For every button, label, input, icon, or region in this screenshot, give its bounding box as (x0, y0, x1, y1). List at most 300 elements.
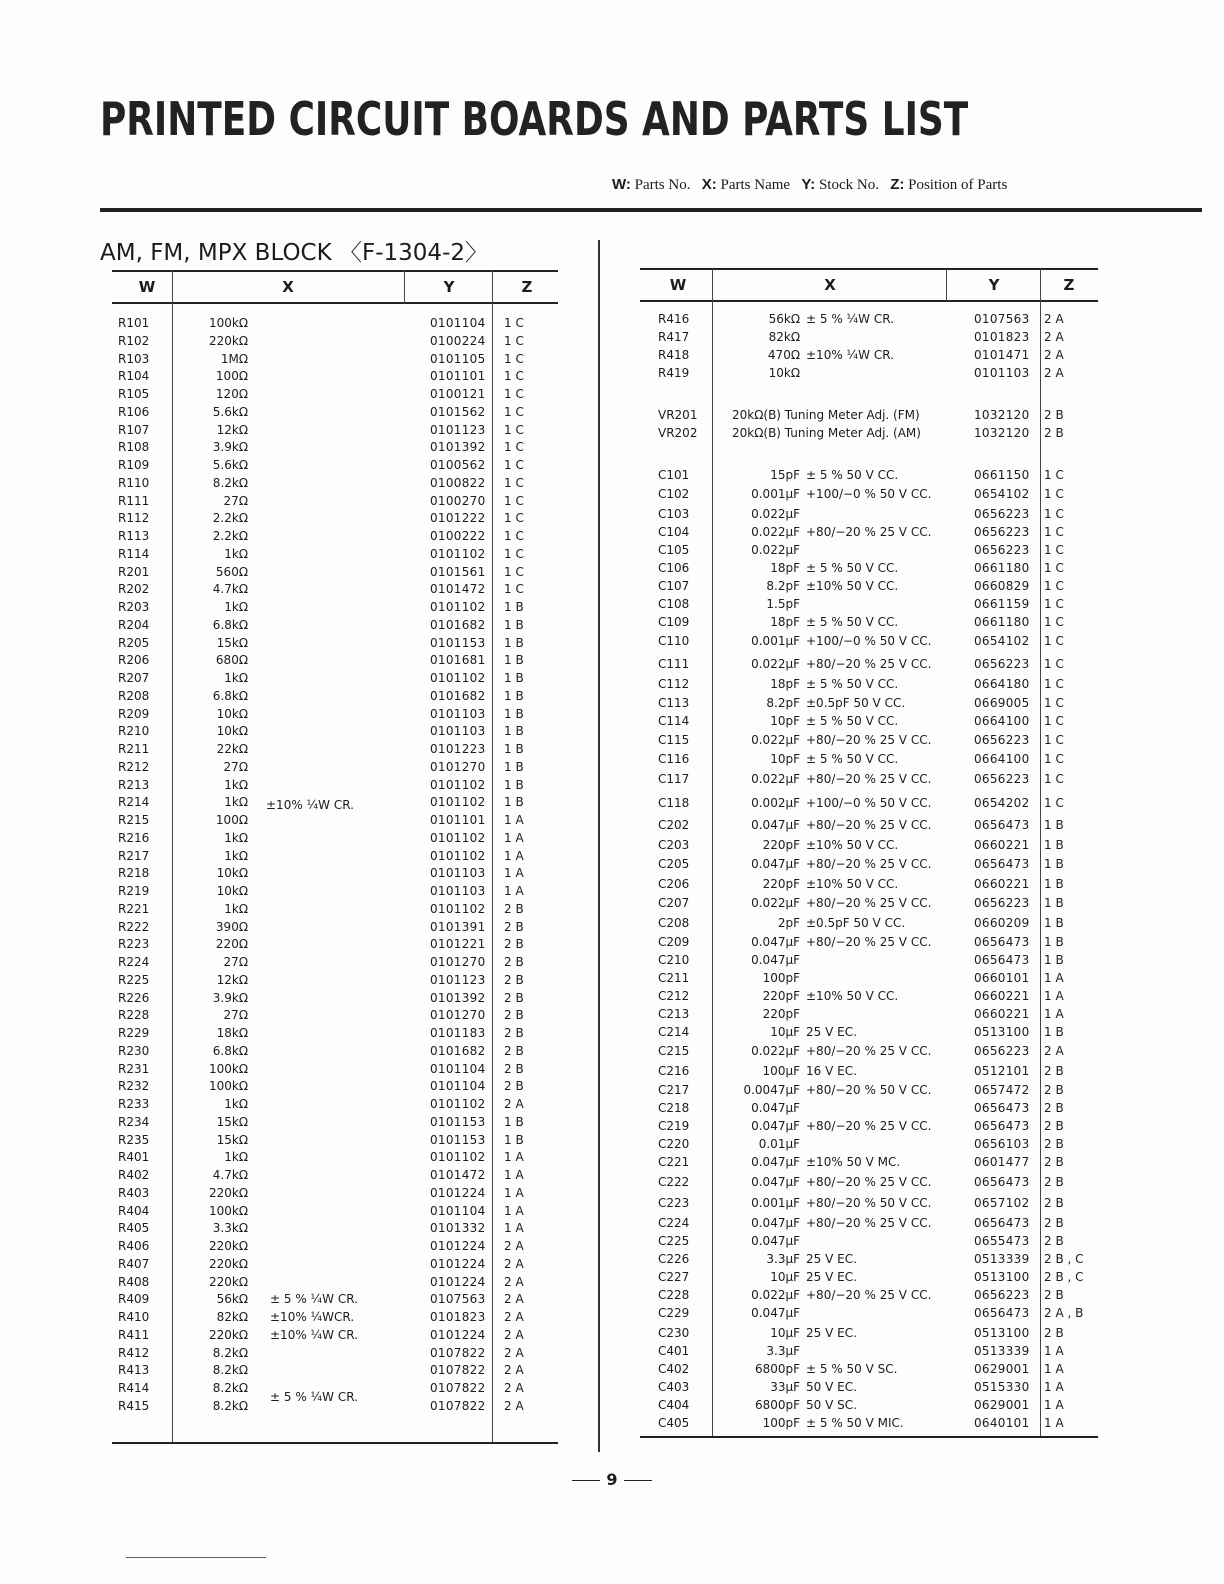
part-name: 0.022μF (751, 772, 800, 786)
stock-no: 0101104 (430, 316, 486, 330)
table-row (640, 312, 1098, 330)
table-row (112, 1275, 558, 1293)
part-name: 18pF (770, 615, 800, 629)
part-name: 0.001μF (751, 487, 800, 501)
part-spec: ± 5 % 50 V CC. (806, 752, 899, 766)
part-no: R209 (118, 706, 150, 721)
table-row (640, 1288, 1098, 1306)
part-name: 100kΩ (208, 1203, 248, 1218)
part-no: R222 (118, 919, 150, 934)
part-spec: +80/−20 % 25 V CC. (806, 896, 932, 910)
table-row (112, 1328, 558, 1346)
stock-no: 0661150 (974, 468, 1030, 482)
position: 1 B (1044, 857, 1064, 871)
position: 1 C (1044, 525, 1064, 539)
table-row (112, 1221, 558, 1239)
position: 1 C (504, 546, 524, 561)
part-no: R211 (118, 742, 150, 756)
part-no: R406 (118, 1239, 150, 1253)
stock-no: 0101823 (974, 330, 1030, 344)
part-name: 0.022μF (751, 543, 800, 557)
part-no: C211 (658, 971, 690, 985)
table-row (112, 1115, 558, 1133)
position: 1 B (504, 617, 524, 632)
stock-no: 0660221 (974, 838, 1030, 852)
stock-no: 0107822 (430, 1398, 486, 1413)
position: 1 C (1044, 733, 1064, 747)
stock-no: 0101332 (430, 1221, 486, 1236)
part-no: C208 (658, 916, 690, 930)
table-row (112, 831, 558, 849)
right-parts-table (640, 268, 1098, 1440)
position: 1 C (1044, 634, 1064, 648)
table-row (112, 653, 558, 671)
table-row (640, 579, 1098, 597)
part-name: 10μF (770, 1326, 800, 1340)
part-name: 3.9kΩ (212, 990, 248, 1005)
position: 1 A (1044, 1416, 1064, 1430)
part-name: 27Ω (223, 759, 248, 774)
table-row (640, 1234, 1098, 1252)
part-no: R214 (118, 795, 150, 810)
position: 2 B (504, 919, 524, 934)
position: 2 A , B (1044, 1306, 1084, 1320)
part-no: R231 (118, 1061, 150, 1076)
part-no: R102 (118, 333, 150, 348)
table-row (640, 1306, 1098, 1324)
stock-no: 0101103 (974, 366, 1030, 380)
part-name: 1kΩ (224, 848, 248, 863)
top-rule (100, 208, 1202, 212)
position: 1 B (504, 600, 524, 614)
stock-no: 0660221 (974, 989, 1030, 1003)
table-row (640, 657, 1098, 675)
part-no: R229 (118, 1026, 150, 1040)
table-row (640, 1044, 1098, 1062)
part-no: R405 (118, 1221, 150, 1236)
part-no: R206 (118, 653, 150, 668)
part-spec: +80/−20 % 25 V CC. (806, 525, 932, 539)
stock-no: 0101103 (430, 706, 486, 721)
table-row (640, 1083, 1098, 1101)
table-row (112, 778, 558, 796)
part-spec: +80/−20 % 25 V CC. (806, 1175, 932, 1189)
left-parts-table (112, 270, 558, 1446)
part-spec: ±10% 50 V CC. (806, 989, 899, 1003)
legend-w-text: Parts No. (634, 177, 691, 193)
part-name: 0.047μF (751, 953, 800, 967)
part-spec: ± 5 % ¼W CR. (270, 1292, 358, 1307)
stock-no: 0100222 (430, 529, 486, 543)
stock-no: 0101562 (430, 404, 486, 419)
position: 2 A (504, 1274, 524, 1289)
part-spec: ±10% ¼W CR. (270, 1327, 358, 1342)
part-spec: ± 5 % 50 V CC. (806, 677, 899, 691)
position: 1 A (1044, 971, 1064, 985)
position: 2 B (504, 901, 524, 916)
table-row (640, 507, 1098, 525)
table-row (112, 1150, 558, 1168)
stock-no: 0657102 (974, 1196, 1030, 1210)
page-number (560, 1470, 664, 1489)
part-spec: ± 5 % 50 V CC. (806, 615, 899, 629)
part-no: R413 (118, 1363, 150, 1378)
part-spec: ± 5 % 50 V CC. (806, 468, 899, 482)
part-no: C214 (658, 1025, 690, 1039)
stock-no: 0101102 (430, 777, 486, 792)
part-no: R230 (118, 1043, 150, 1058)
position: 2 B (504, 1026, 524, 1040)
stock-no: 0101270 (430, 759, 486, 774)
part-spec: ± 5 % 50 V MIC. (806, 1416, 904, 1430)
table-row (112, 1079, 558, 1097)
table-row (640, 796, 1098, 814)
part-name: 3.3μF (766, 1344, 800, 1358)
table-row (640, 1362, 1098, 1380)
part-spec: +80/−20 % 25 V CC. (806, 1216, 932, 1230)
table-row (112, 600, 558, 618)
stock-no: 0101224 (430, 1185, 486, 1200)
part-name: 100pF (762, 1416, 800, 1430)
table-row (640, 408, 1098, 426)
part-name: 8.2kΩ (212, 475, 248, 490)
legend-w-key: W: (612, 176, 631, 193)
part-name: 100kΩ (208, 1079, 248, 1094)
part-no: C226 (658, 1252, 690, 1266)
part-no: C215 (658, 1044, 690, 1058)
right-table-header (640, 268, 1098, 302)
legend-x-text: Parts Name (720, 177, 791, 193)
stock-no: 0101391 (430, 919, 486, 934)
part-no: R104 (118, 369, 150, 384)
header-y-right: Y (988, 276, 1000, 294)
table-row (640, 989, 1098, 1007)
stock-no: 0101682 (430, 617, 486, 632)
table-row (640, 971, 1098, 989)
table-row (640, 1344, 1098, 1362)
table-row (112, 866, 558, 884)
position: 1 B (504, 671, 524, 685)
part-name: 0.022μF (751, 1044, 800, 1058)
stock-no: 0513339 (974, 1252, 1030, 1266)
position: 1 B (504, 635, 524, 650)
part-no: R409 (118, 1292, 150, 1307)
part-no: C104 (658, 525, 690, 539)
position: 2 B (1044, 1137, 1064, 1151)
table-row (640, 1119, 1098, 1137)
table-row (640, 714, 1098, 732)
stock-no: 0656223 (974, 507, 1030, 521)
part-spec: ± 5 % 50 V SC. (806, 1362, 898, 1376)
stock-no: 0101224 (430, 1239, 486, 1253)
part-name: 220kΩ (208, 1256, 248, 1271)
table-row (640, 1137, 1098, 1155)
table-row (640, 1196, 1098, 1214)
table-row (640, 733, 1098, 751)
position: 1 C (504, 440, 524, 455)
part-name: 1kΩ (224, 546, 248, 561)
part-no: C106 (658, 561, 690, 575)
part-no: C210 (658, 953, 690, 967)
position: 1 B (1044, 877, 1064, 891)
part-no: C110 (658, 634, 690, 648)
stock-no: 0101224 (430, 1327, 486, 1342)
part-no: R213 (118, 777, 150, 792)
position: 1 A (504, 1168, 524, 1182)
part-no: C115 (658, 733, 690, 747)
position: 1 C (1044, 597, 1064, 611)
stock-no: 0101102 (430, 1097, 486, 1111)
position: 1 B (504, 653, 524, 668)
part-no: R223 (118, 937, 150, 952)
table-row (112, 689, 558, 707)
part-no: R417 (658, 330, 690, 344)
position: 1 A (504, 1150, 524, 1165)
position: 1 B (504, 688, 524, 703)
position: 1 C (504, 511, 524, 526)
stock-no: 1032120 (974, 426, 1030, 440)
part-spec: ± 5 % 50 V CC. (806, 561, 899, 575)
table-row (112, 1257, 558, 1275)
part-name: 3.9kΩ (212, 440, 248, 455)
part-name: 100Ω (215, 369, 248, 384)
stock-no: 0107563 (430, 1292, 486, 1307)
stock-no: 0100270 (430, 493, 486, 508)
table-row (112, 1026, 558, 1044)
part-no: R224 (118, 955, 150, 969)
stock-no: 0660221 (974, 1007, 1030, 1021)
part-spec: ±10% 50 V CC. (806, 838, 899, 852)
stock-no: 0101102 (430, 600, 486, 614)
position: 1 C (1044, 507, 1064, 521)
part-name: 15kΩ (216, 1114, 248, 1129)
part-name: 220pF (762, 877, 800, 891)
part-name: 1MΩ (220, 351, 248, 366)
table-row (640, 1064, 1098, 1082)
table-row (112, 405, 558, 423)
position: 1 B (1044, 838, 1064, 852)
stock-no: 0656103 (974, 1137, 1030, 1151)
stock-no: 0101105 (430, 351, 486, 366)
header-y: Y (443, 278, 455, 296)
position: 2 A (504, 1345, 524, 1360)
position: 1 C (1044, 615, 1064, 629)
position: 1 A (504, 866, 524, 881)
table-row (112, 1168, 558, 1186)
part-no: R212 (118, 759, 150, 774)
position: 2 A (1044, 348, 1064, 362)
position: 2 B (504, 955, 524, 969)
table-row (640, 752, 1098, 770)
table-row (640, 561, 1098, 579)
part-name: 56kΩ (216, 1292, 248, 1307)
part-name: 8.2kΩ (212, 1381, 248, 1395)
part-no: C209 (658, 935, 690, 949)
stock-no: 0656473 (974, 935, 1030, 949)
part-no: C223 (658, 1196, 690, 1210)
part-no: C212 (658, 989, 690, 1003)
stock-no: 0100224 (430, 333, 486, 348)
stock-no: 0669005 (974, 696, 1030, 710)
position: 2 B (1044, 1155, 1064, 1169)
stock-no: 1032120 (974, 408, 1030, 422)
legend (612, 176, 1102, 194)
part-no: R106 (118, 404, 150, 419)
position: 1 C (1044, 579, 1064, 593)
position: 2 A (1044, 330, 1064, 344)
position: 2 B (504, 1008, 524, 1023)
stock-no: 0101823 (430, 1310, 486, 1324)
part-spec: 25 V EC. (806, 1326, 857, 1340)
part-name: 1kΩ (224, 671, 248, 685)
part-no: C213 (658, 1007, 690, 1021)
part-no: C105 (658, 543, 690, 557)
position: 2 B (504, 937, 524, 952)
position: 1 A (504, 813, 524, 827)
part-name: 10kΩ (768, 366, 800, 380)
stock-no: 0656473 (974, 1216, 1030, 1230)
part-name: 100kΩ (208, 316, 248, 330)
part-name: 10kΩ (216, 884, 248, 898)
left-col-line-2 (404, 270, 405, 304)
table-row (640, 487, 1098, 505)
part-name: 680Ω (215, 653, 248, 668)
stock-no: 0101101 (430, 369, 486, 384)
position: 2 B (1044, 1064, 1064, 1078)
stock-no: 0101104 (430, 1079, 486, 1094)
part-spec: +80/−20 % 25 V CC. (806, 1288, 932, 1302)
part-no: R415 (118, 1398, 150, 1413)
table-row (112, 1008, 558, 1026)
stock-no: 0100822 (430, 475, 486, 490)
part-name: 0.047μF (751, 1101, 800, 1115)
position: 1 C (504, 529, 524, 543)
part-no: R105 (118, 387, 150, 401)
table-row (640, 896, 1098, 914)
part-name: 220kΩ (208, 1185, 248, 1200)
position: 1 C (1044, 677, 1064, 691)
part-name: 0.022μF (751, 507, 800, 521)
part-name: 3.3μF (766, 1252, 800, 1266)
part-no: C218 (658, 1101, 690, 1115)
stock-no: 0101222 (430, 511, 486, 526)
part-no: R403 (118, 1185, 150, 1200)
part-spec: +80/−20 % 25 V CC. (806, 1119, 932, 1133)
page-title: PRINTED CIRCUIT BOARDS AND PARTS LIST (100, 92, 969, 146)
table-row (112, 849, 558, 867)
stock-no: 0656223 (974, 525, 1030, 539)
position: 1 B (1044, 916, 1064, 930)
table-row (112, 1044, 558, 1062)
stock-no: 0654102 (974, 487, 1030, 501)
stock-no: 0107822 (430, 1345, 486, 1360)
position: 1 A (504, 1185, 524, 1200)
part-no: C114 (658, 714, 690, 728)
part-no: R235 (118, 1132, 150, 1147)
position: 1 B (504, 795, 524, 810)
table-row (112, 724, 558, 742)
part-no: R207 (118, 671, 150, 685)
part-spec: +80/−20 % 25 V CC. (806, 1044, 932, 1058)
stock-no: 0101103 (430, 884, 486, 898)
part-no: R204 (118, 617, 150, 632)
stock-no: 0656223 (974, 896, 1030, 910)
table-row (640, 348, 1098, 366)
stock-no: 0513339 (974, 1344, 1030, 1358)
stock-no: 0107822 (430, 1363, 486, 1378)
part-name: 220kΩ (208, 1239, 248, 1253)
part-name: 0.047μF (751, 818, 800, 832)
stock-no: 0101472 (430, 582, 486, 597)
stock-no: 0100121 (430, 387, 486, 401)
position: 1 C (1044, 487, 1064, 501)
stock-no: 0661180 (974, 561, 1030, 575)
position: 2 B (1044, 1175, 1064, 1189)
stock-no: 0101221 (430, 937, 486, 952)
header-x-right: X (824, 276, 836, 294)
part-no: C224 (658, 1216, 690, 1230)
stock-no: 0101103 (430, 724, 486, 739)
legend-z-text: Position of Parts (908, 177, 1008, 193)
position: 1 C (504, 387, 524, 401)
part-no: R402 (118, 1168, 150, 1182)
part-no: C102 (658, 487, 690, 501)
part-name: 1kΩ (224, 795, 248, 810)
position: 2 B (1044, 408, 1064, 422)
part-name: 1kΩ (224, 600, 248, 614)
position: 2 A (1044, 366, 1064, 380)
position: 1 C (504, 422, 524, 437)
position: 2 B (1044, 426, 1064, 440)
stock-no: 0101102 (430, 901, 486, 916)
part-name: 220pF (762, 1007, 800, 1021)
position: 1 B (504, 759, 524, 774)
part-no: R108 (118, 440, 150, 455)
stock-no: 0101153 (430, 635, 486, 650)
stock-no: 0101561 (430, 564, 486, 579)
part-name: 2.2kΩ (212, 529, 248, 543)
part-spec: 25 V EC. (806, 1270, 857, 1284)
part-no: R107 (118, 422, 150, 437)
position: 1 C (504, 369, 524, 384)
part-spec: +80/−20 % 25 V CC. (806, 857, 932, 871)
stock-no: 0101102 (430, 546, 486, 561)
position: 2 A (504, 1327, 524, 1342)
part-name: 20kΩ(B) Tuning Meter Adj. (AM) (732, 426, 921, 440)
stock-no: 0656223 (974, 1288, 1030, 1302)
position: 2 B (504, 1043, 524, 1058)
part-no: C108 (658, 597, 690, 611)
position: 1 B (504, 777, 524, 792)
legend-z-key: Z: (890, 176, 905, 193)
position: 1 C (504, 564, 524, 579)
part-name: 8.2pF (766, 696, 800, 710)
part-no: R201 (118, 564, 150, 579)
part-name: 390Ω (215, 919, 248, 934)
part-no: R218 (118, 866, 150, 881)
table-row (112, 440, 558, 458)
stock-no: 0101471 (974, 348, 1030, 362)
legend-x-key: X: (701, 176, 717, 193)
part-no: R111 (118, 493, 150, 508)
part-name: 100pF (762, 971, 800, 985)
stock-no: 0660209 (974, 916, 1030, 930)
stock-no: 0101270 (430, 1008, 486, 1023)
part-spec: +80/−20 % 25 V CC. (806, 818, 932, 832)
part-name: 8.2kΩ (212, 1363, 248, 1378)
right-col-line-2 (946, 268, 947, 302)
part-name: 4.7kΩ (212, 582, 248, 597)
